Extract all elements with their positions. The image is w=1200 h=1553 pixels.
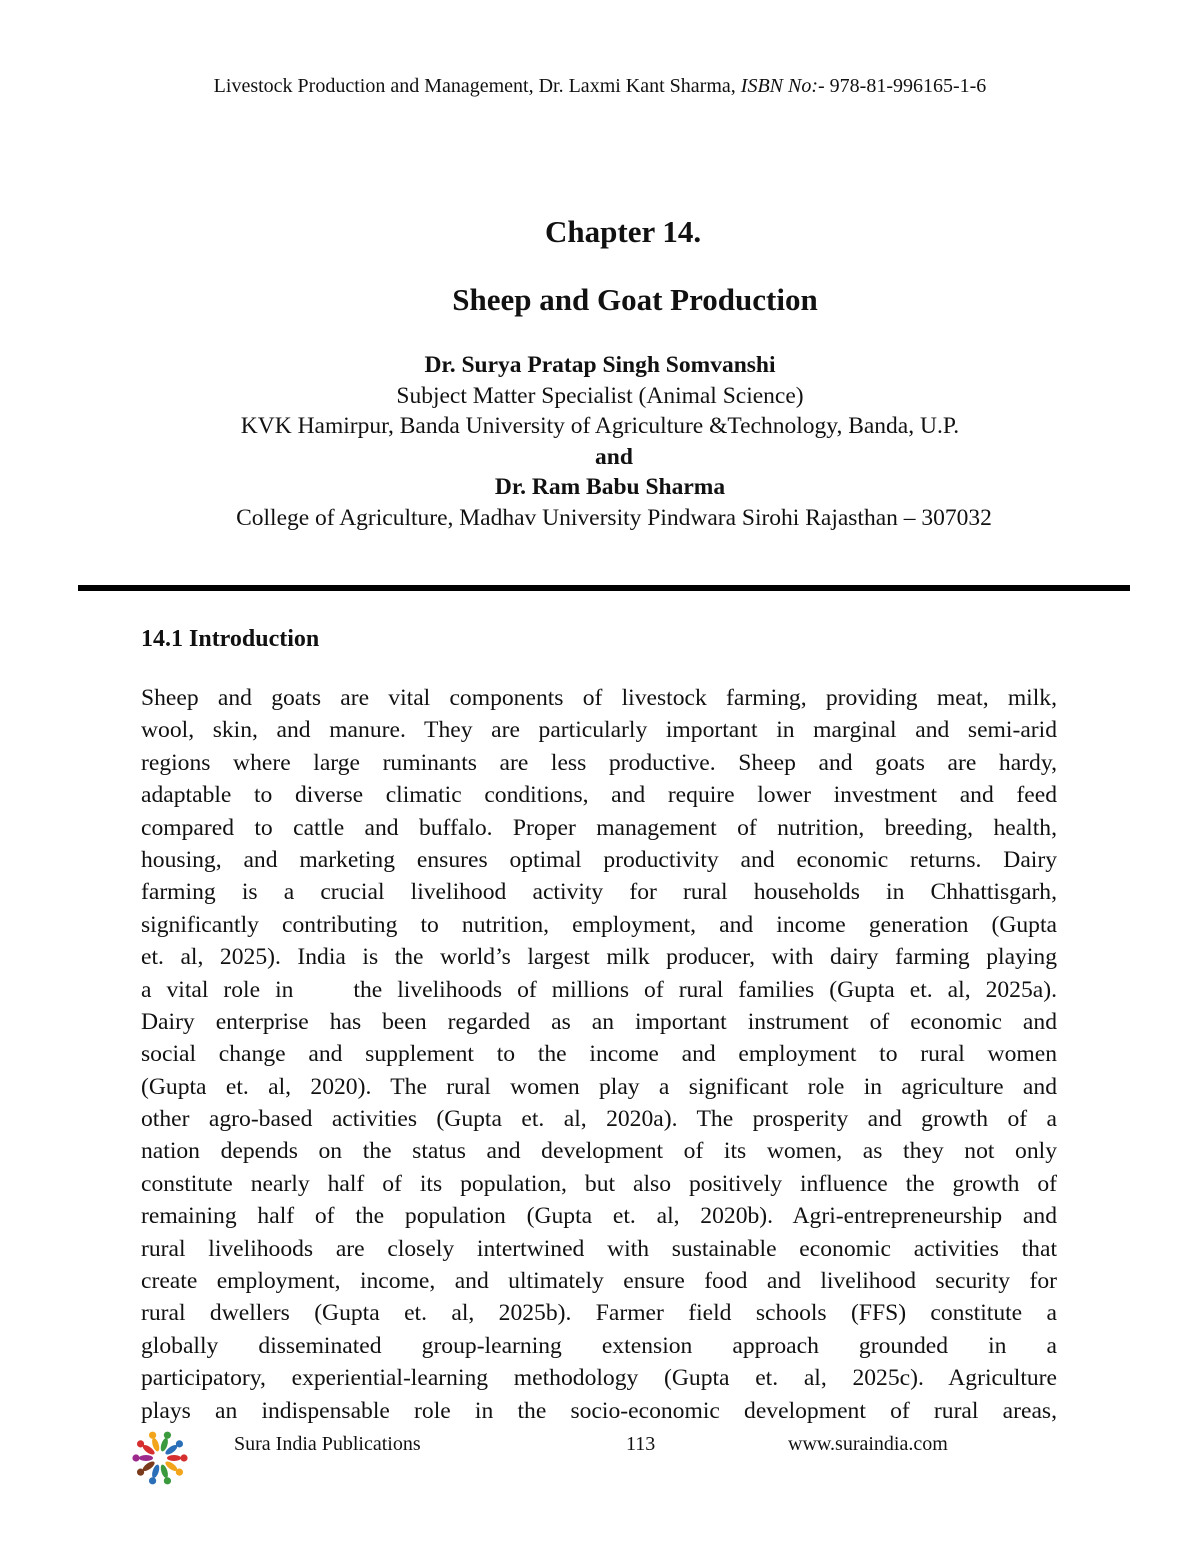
chapter-title: Sheep and Goat Production [452, 282, 818, 317]
paragraph-line: significantly contributing to nutrition, employment, and income generation (Gupta [141, 911, 1057, 938]
paragraph-line: globally disseminated group-learning extension approach grounded in a [141, 1332, 1057, 1359]
publisher-logo-icon [128, 1428, 192, 1488]
paragraph-line: (Gupta et. al, 2020). The rural women play a significant role in agriculture and [141, 1073, 1057, 1100]
author-1-affiliation: KVK Hamirpur, Banda University of Agriculture &Technology, Banda, U.P. [240, 413, 960, 439]
header-isbn-value: - 978-81-996165-1-6 [818, 75, 987, 97]
page-footer [0, 1428, 1200, 1488]
divider-rule [78, 585, 1130, 591]
paragraph-line: social change and supplement to the income and employment to rural women [141, 1041, 1057, 1068]
paragraph-line: compared to cattle and buffalo. Proper management of nutrition, breeding, health, [141, 814, 1057, 841]
author-2-affiliation: College of Agriculture, Madhav University Pindwara Sirohi Rajasthan – 307032 [236, 504, 992, 531]
section-heading: 14.1 Introduction [141, 626, 320, 652]
paragraph-line: adaptable to diverse climatic conditions, and require lower investment and feed [141, 782, 1057, 809]
author-conjunction: and [595, 443, 633, 470]
running-header [0, 74, 1200, 98]
header-isbn-label: ISBN No: [740, 75, 818, 97]
footer-page-number: 113 [626, 1433, 656, 1455]
paragraph-line: et. al, 2025). India is the world’s largest milk producer, with dairy farming playing [141, 944, 1057, 971]
footer-website: www.suraindia.com [788, 1433, 948, 1455]
paragraph-line: Dairy enterprise has been regarded as an important instrument of economic and [141, 1008, 1057, 1035]
paragraph-line: farming is a crucial livelihood activity for rural households in Chhattisgarh, [141, 879, 1057, 906]
paragraph-line: wool, skin, and manure. They are particularly important in marginal and semi-arid [141, 717, 1057, 744]
paragraph-line: participatory, experiential-learning methodology (Gupta et. al, 2025c). Agriculture [141, 1365, 1057, 1392]
author-block [0, 350, 1200, 533]
author-1-role: Subject Matter Specialist (Animal Science) [396, 382, 804, 409]
paragraph-line: Sheep and goats are vital components of livestock farming, providing meat, milk, [141, 685, 1057, 711]
paragraph-line: rural dwellers (Gupta et. al, 2025b). Farmer field schools (FFS) constitute a [141, 1300, 1057, 1327]
body-paragraph [141, 682, 1057, 1427]
paragraph-line: rural livelihoods are closely intertwined with sustainable economic activities that [141, 1235, 1057, 1262]
paragraph-line: remaining half of the population (Gupta et. al, 2020b). Agri-entrepreneurship and [141, 1203, 1057, 1230]
footer-publisher: Sura India Publications [234, 1433, 421, 1455]
author-1-name: Dr. Surya Pratap Singh Somvanshi [424, 352, 776, 378]
paragraph-line: plays an indispensable role in the socio-economic development of rural areas, [141, 1397, 1057, 1424]
author-2-name: Dr. Ram Babu Sharma [494, 474, 726, 500]
header-book-info: Livestock Production and Management, Dr. Laxmi Kant Sharma, [213, 75, 741, 97]
paragraph-line: other agro-based activities (Gupta et. al, 2020a). The prosperity and growth of a [141, 1106, 1057, 1133]
paragraph-line: a vital role in the livelihoods of millions of rural families (Gupta et. al, 2025a). [141, 976, 1057, 1003]
paragraph-line: nation depends on the status and development of its women, as they not only [141, 1138, 1057, 1165]
paragraph-line: create employment, income, and ultimately ensure food and livelihood security for [141, 1268, 1057, 1295]
chapter-number: Chapter 14. [545, 214, 702, 249]
paragraph-line: regions where large ruminants are less productive. Sheep and goats are hardy, [141, 749, 1057, 776]
paragraph-line: housing, and marketing ensures optimal productivity and economic returns. Dairy [141, 846, 1057, 873]
paragraph-line: constitute nearly half of its population, but also positively influence the growth of [141, 1170, 1057, 1197]
